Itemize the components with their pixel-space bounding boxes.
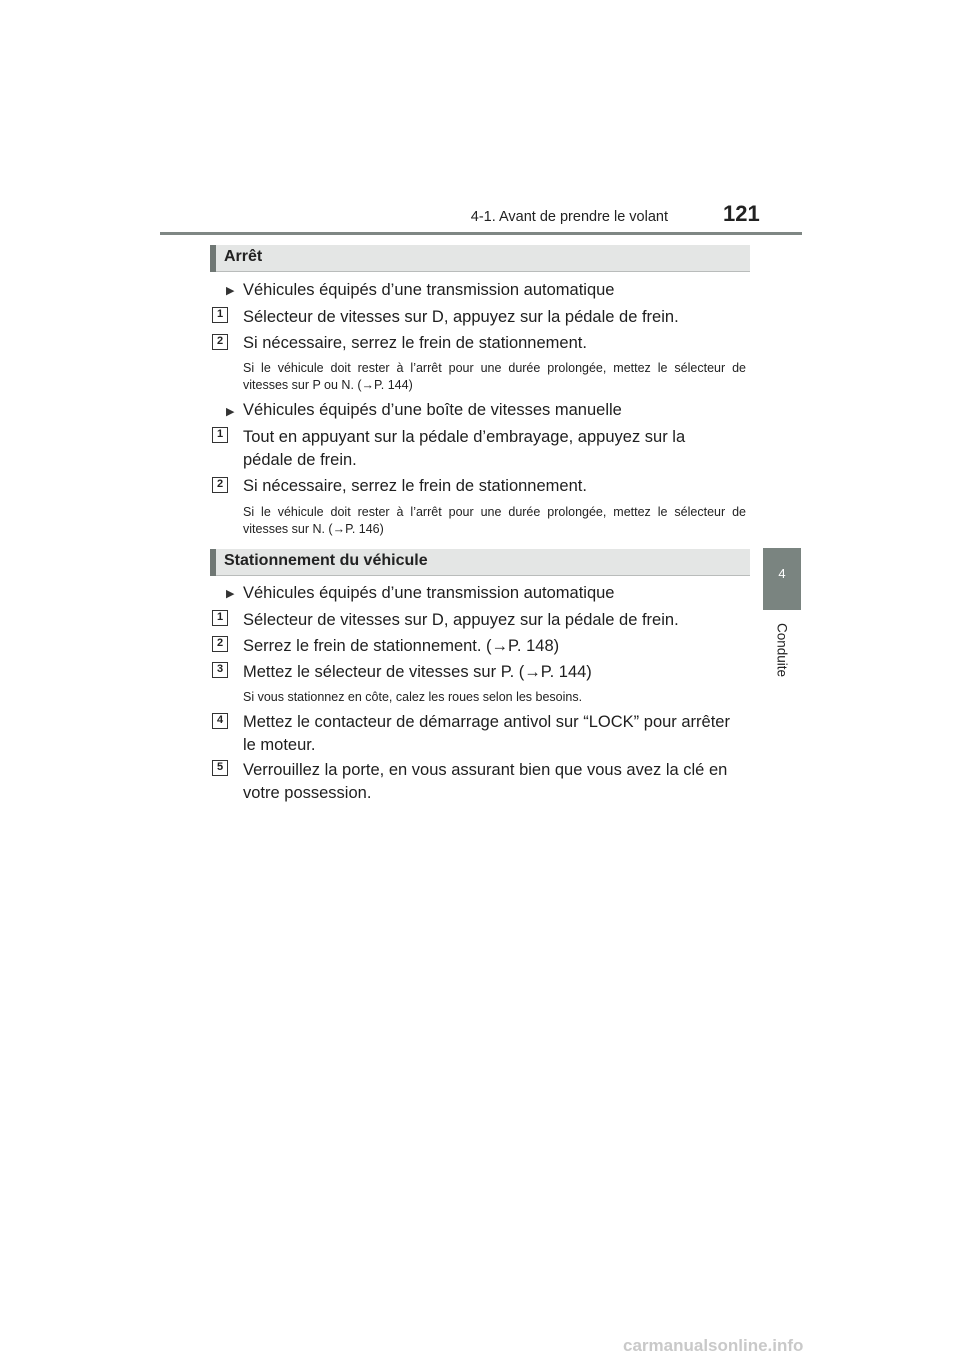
page-number: 121: [723, 201, 760, 226]
step-number: 5: [212, 760, 228, 776]
triangle-right-icon: ▶: [226, 588, 235, 600]
step-number: 1: [212, 307, 228, 323]
step-text: Si nécessaire, serrez le frein de stationnement.: [243, 477, 587, 495]
step-number: 2: [212, 477, 228, 493]
subheading-auto: Véhicules équipés d’une transmission automatique: [243, 584, 615, 602]
step-number: 1: [212, 427, 228, 443]
chapter-number: 4: [778, 566, 786, 581]
step-text-continued: votre possession.: [243, 784, 372, 802]
info-note: Si vous stationnez en côte, calez les roues selon les besoins.: [243, 690, 583, 704]
section-heading-stationnement: [210, 549, 750, 576]
step-text: Verrouillez la porte, en vous assurant bien que vous avez la clé en: [243, 761, 728, 779]
info-note: Si le véhicule doit rester à l’arrêt pour une durée prolongée, mettez le sélecteur de vitesses sur N. (→P. 146): [243, 505, 746, 536]
step-text: Si nécessaire, serrez le frein de stationnement.: [243, 334, 587, 352]
chapter-label: Conduite: [774, 622, 790, 678]
watermark: carmanualsonline.info: [623, 1336, 804, 1355]
step-text: Mettez le contacteur de démarrage antivol sur “LOCK” pour arrêter: [243, 713, 730, 731]
step-text: Sélecteur de vitesses sur D, appuyez sur la pédale de frein.: [243, 611, 679, 629]
info-note: Si le véhicule doit rester à l’arrêt pour une durée prolongée, mettez le sélecteur de vitesses sur P ou N. (→P. 144): [243, 361, 746, 392]
step-text: Serrez le frein de stationnement. (→P. 148): [243, 637, 560, 655]
header-divider: [160, 232, 802, 235]
step-text: Tout en appuyant sur la pédale d’embrayage, appuyez sur la: [243, 428, 686, 446]
section-heading-title: Arrêt: [224, 248, 263, 265]
section-title: 4-1. Avant de prendre le volant: [470, 209, 668, 225]
triangle-right-icon: ▶: [226, 285, 235, 297]
step-text: Sélecteur de vitesses sur D, appuyez sur la pédale de frein.: [243, 308, 679, 326]
section-heading-bar: [210, 245, 216, 272]
step-number: 2: [212, 636, 228, 652]
subheading-manual: Véhicules équipés d’une boîte de vitesses manuelle: [243, 401, 622, 419]
page-header: [0, 0, 960, 240]
step-number: 1: [212, 610, 228, 626]
page-footer: [0, 1300, 960, 1358]
section-heading-title: Stationnement du véhicule: [224, 552, 428, 569]
chapter-tab: [763, 548, 801, 610]
triangle-right-icon: ▶: [226, 406, 235, 418]
step-text-continued: pédale de frein.: [243, 451, 357, 469]
step-text-continued: le moteur.: [243, 736, 316, 754]
step-text: Mettez le sélecteur de vitesses sur P. (→P. 144): [243, 663, 592, 681]
subheading-auto: Véhicules équipés d’une transmission automatique: [243, 281, 615, 299]
step-number: 2: [212, 334, 228, 350]
step-number: 3: [212, 662, 228, 678]
section-heading-bar: [210, 549, 216, 576]
section-heading-arret: [210, 245, 750, 272]
step-number: 4: [212, 713, 228, 729]
